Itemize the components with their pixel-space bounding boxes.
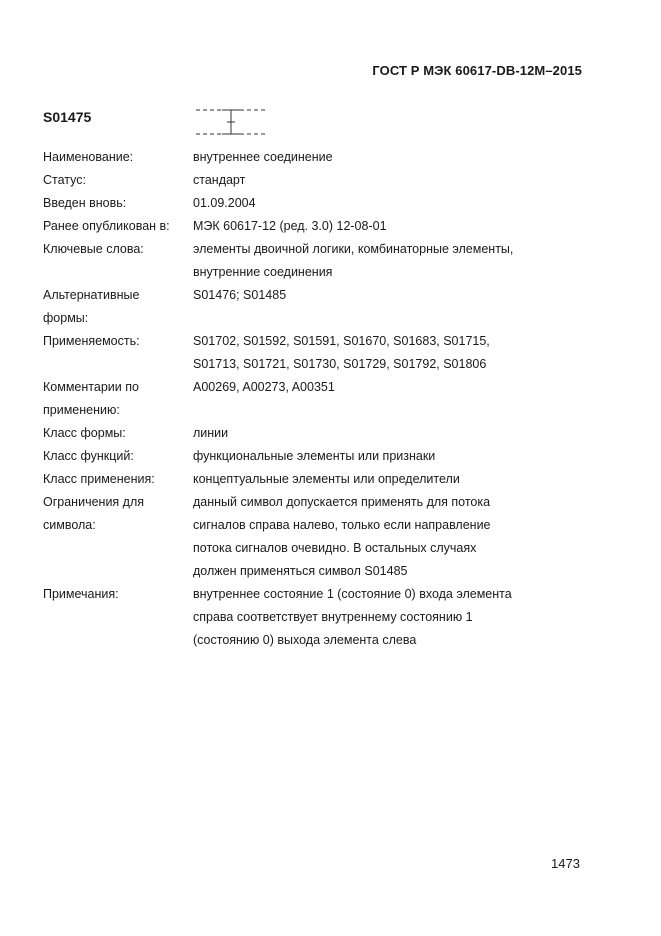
property-label: [43, 376, 193, 422]
property-value-line: потока сигналов очевидно. В остальных случаях: [193, 541, 477, 555]
page-number: 1473: [551, 856, 580, 871]
property-value-line: A00269, A00273, A00351: [193, 380, 335, 394]
property-label-line: Ранее опубликован в:: [43, 219, 170, 233]
internal-connection-symbol-icon: [196, 104, 266, 138]
property-label-line: Введен вновь:: [43, 196, 127, 210]
property-row: [43, 583, 603, 652]
property-value-line: концептуальные элементы или определители: [193, 472, 460, 486]
property-row: [43, 468, 603, 491]
symbol-properties: [43, 146, 603, 652]
property-label: [43, 215, 193, 238]
property-value: [193, 491, 603, 583]
property-value: [193, 146, 603, 169]
property-label-line: формы:: [43, 311, 89, 325]
symbol-id: S01475: [43, 109, 92, 125]
property-label: [43, 169, 193, 192]
property-row: [43, 169, 603, 192]
property-value-line: сигналов справа налево, только если направление: [193, 518, 491, 532]
property-value-line: данный символ допускается применять для потока: [193, 495, 491, 509]
property-label-line: применению:: [43, 403, 120, 417]
property-value: [193, 192, 603, 215]
property-label: [43, 330, 193, 376]
property-row: [43, 284, 603, 330]
property-value-line: линии: [193, 426, 229, 440]
property-value-line: внутреннее соединение: [193, 150, 333, 164]
property-value: [193, 445, 603, 468]
property-value-line: внутреннее состояние 1 (состояние 0) входа элемента: [193, 587, 512, 601]
property-label-line: Комментарии по: [43, 380, 139, 394]
property-value-line: S01713, S01721, S01730, S01729, S01792, S01806: [193, 357, 487, 371]
property-row: [43, 146, 603, 169]
property-row: [43, 192, 603, 215]
property-value: [193, 422, 603, 445]
property-label-line: Ключевые слова:: [43, 242, 144, 256]
property-value-line: S01476; S01485: [193, 288, 287, 302]
property-row: [43, 422, 603, 445]
property-value-line: справа соответствует внутреннему состоянию 1: [193, 610, 473, 624]
property-label: [43, 445, 193, 468]
property-value-line: МЭК 60617-12 (ред. 3.0) 12-08-01: [193, 219, 387, 233]
property-value: [193, 284, 603, 330]
property-value-line: стандарт: [193, 173, 246, 187]
property-label-line: Примечания:: [43, 587, 119, 601]
property-label-line: Класс формы:: [43, 426, 126, 440]
property-label-line: Наименование:: [43, 150, 134, 164]
property-row: [43, 330, 603, 376]
property-label: [43, 491, 193, 583]
property-label: [43, 468, 193, 491]
property-row: [43, 215, 603, 238]
property-label: [43, 192, 193, 215]
property-label-line: Ограничения для: [43, 495, 145, 509]
property-value-line: внутренние соединения: [193, 265, 333, 279]
property-value-line: элементы двоичной логики, комбинаторные элементы,: [193, 242, 514, 256]
property-value-line: (состоянию 0) выхода элемента слева: [193, 633, 417, 647]
property-row: [43, 238, 603, 284]
property-label-line: Класс функций:: [43, 449, 134, 463]
property-value: [193, 468, 603, 491]
property-label-line: Альтернативные: [43, 288, 140, 302]
property-value: [193, 169, 603, 192]
property-value-line: 01.09.2004: [193, 196, 256, 210]
property-value-line: функциональные элементы или признаки: [193, 449, 436, 463]
property-label-line: Статус:: [43, 173, 86, 187]
property-label-line: Применяемость:: [43, 334, 140, 348]
property-row: [43, 445, 603, 468]
property-label: [43, 583, 193, 652]
property-label: [43, 238, 193, 284]
property-value-line: должен применяться символ S01485: [193, 564, 408, 578]
property-label-line: символа:: [43, 518, 96, 532]
property-value: [193, 376, 603, 422]
property-row: [43, 376, 603, 422]
property-label: [43, 146, 193, 169]
property-label: [43, 284, 193, 330]
property-row: [43, 491, 603, 583]
document-header: ГОСТ Р МЭК 60617-DB-12M–2015: [372, 63, 582, 78]
property-label: [43, 422, 193, 445]
property-value: [193, 583, 603, 652]
property-value: [193, 215, 603, 238]
property-label-line: Класс применения:: [43, 472, 155, 486]
property-value: [193, 330, 603, 376]
property-value: [193, 238, 603, 284]
property-value-line: S01702, S01592, S01591, S01670, S01683, S01715,: [193, 334, 490, 348]
